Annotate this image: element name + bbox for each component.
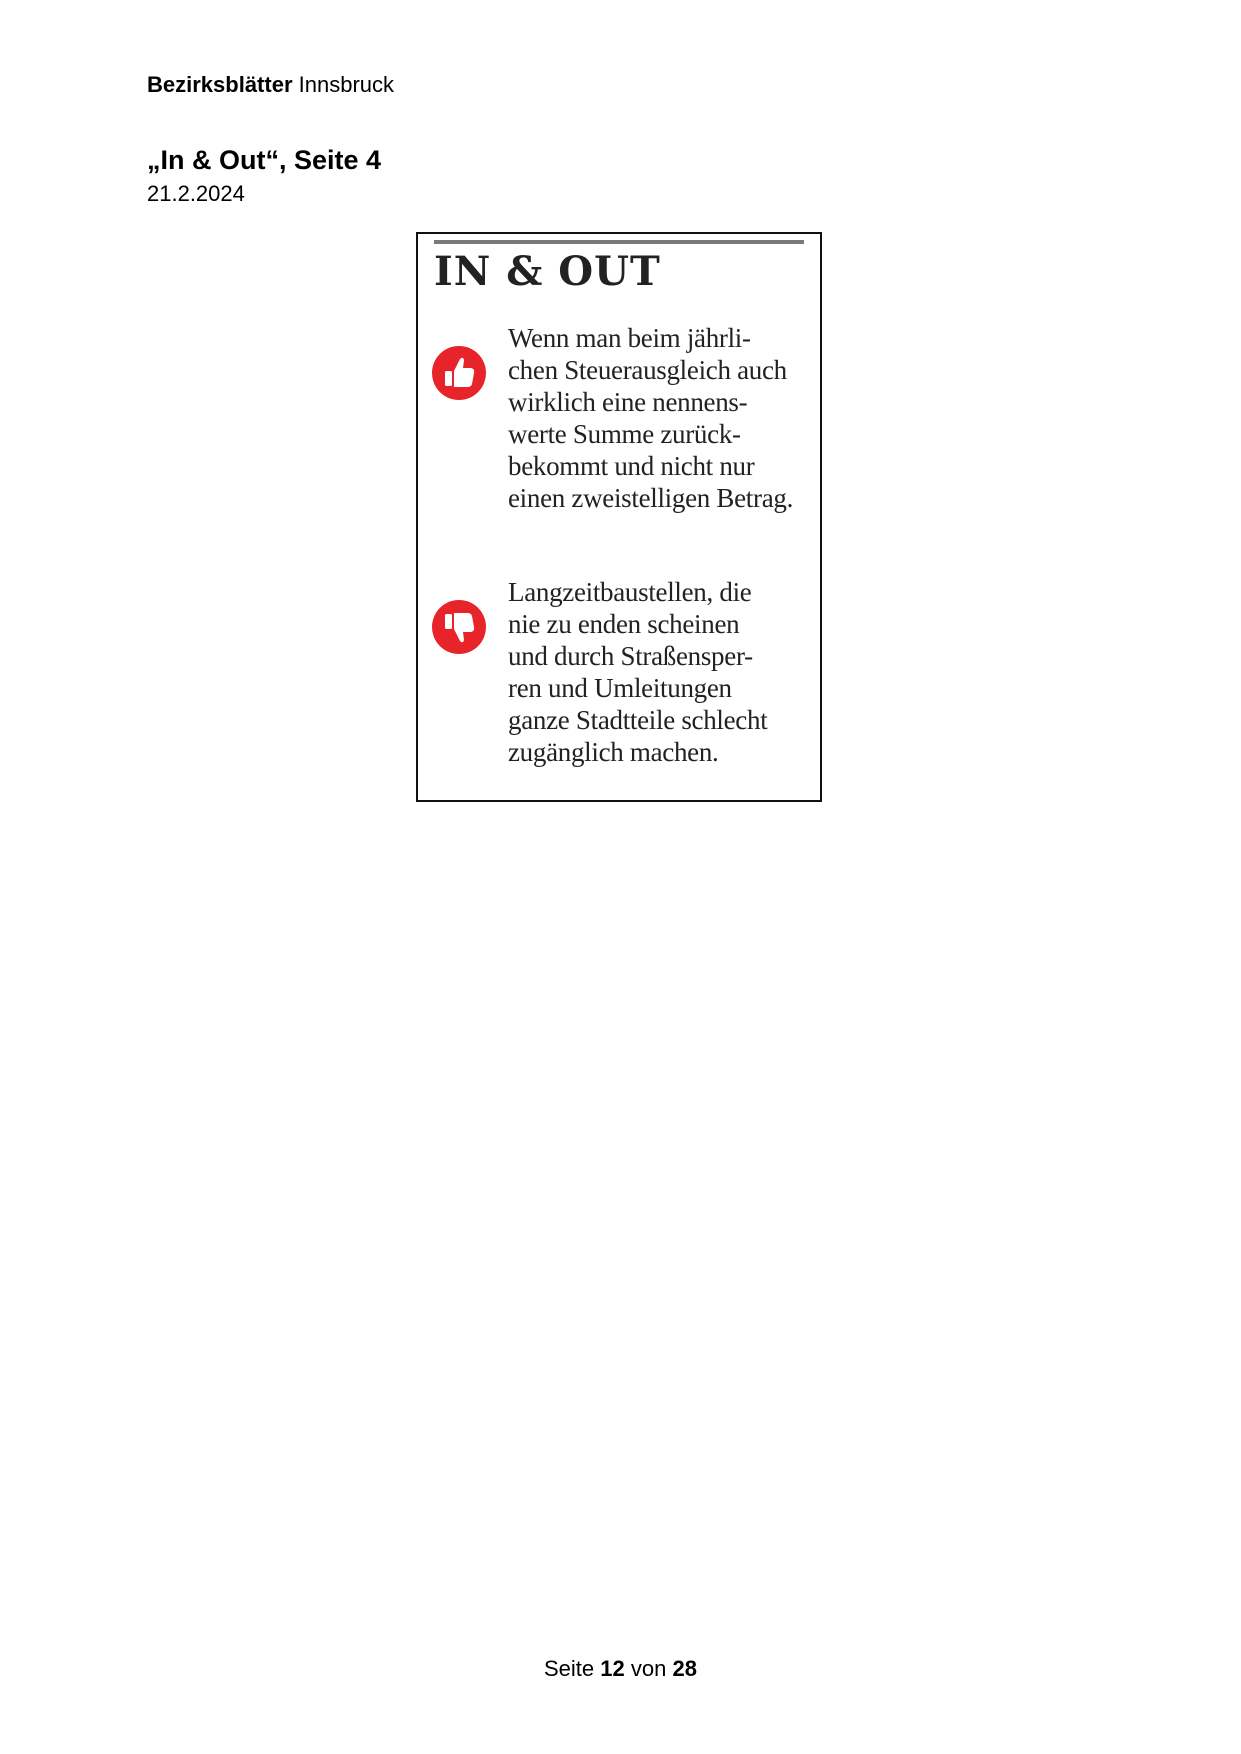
thumbs-up-icon <box>432 346 486 400</box>
publication-name: Bezirksblätter <box>147 72 293 97</box>
page-footer <box>0 1656 1241 1682</box>
footer-middle: von <box>630 1656 667 1681</box>
in-text <box>508 322 818 514</box>
in-text-line: bekommt und nicht nur <box>508 451 755 481</box>
out-text-line: und durch Straßensper- <box>508 641 753 671</box>
in-text-line: wirklich eine nennens- <box>508 387 748 417</box>
in-text-line: Wenn man beim jährli- <box>508 323 751 353</box>
edition-name: Innsbruck <box>298 72 395 97</box>
clipping-top-rule <box>434 240 804 244</box>
out-text <box>508 576 818 768</box>
page-number: 12 <box>600 1656 625 1681</box>
footer-prefix: Seite <box>544 1656 595 1681</box>
out-text-line: ren und Umleitungen <box>508 673 732 703</box>
article-date: 21.2.2024 <box>147 181 245 206</box>
newspaper-clipping <box>416 232 822 802</box>
out-text-line: nie zu enden scheinen <box>508 609 740 639</box>
header-line <box>147 72 394 98</box>
in-text-line: einen zweistelligen Betrag. <box>508 483 794 513</box>
out-text-line: ganze Stadtteile schlecht <box>508 705 768 735</box>
out-text-line: Langzeitbaustellen, die <box>508 577 752 607</box>
page-total: 28 <box>672 1656 697 1681</box>
thumbs-down-icon <box>432 600 486 654</box>
article-title: „In & Out“, Seite 4 <box>147 145 382 175</box>
clipping-title: IN & OUT <box>434 248 661 295</box>
in-text-line: werte Summe zurück- <box>508 419 741 449</box>
out-text-line: zugänglich machen. <box>508 737 719 767</box>
in-text-line: chen Steuerausgleich auch <box>508 355 787 385</box>
